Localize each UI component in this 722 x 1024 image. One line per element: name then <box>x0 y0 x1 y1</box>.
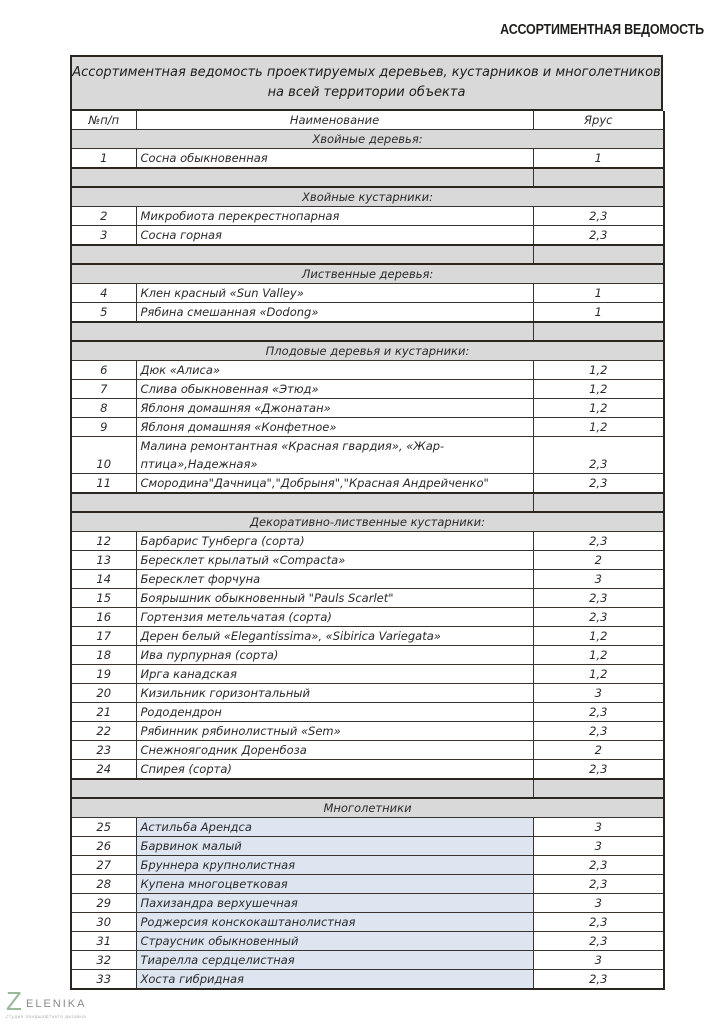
plant-name: Тиарелла сердцелистная <box>136 951 533 970</box>
plant-name: Дерен белый «Elegantissima», «Sibirica Variegata» <box>136 627 533 646</box>
group-title: Декоративно-лиственные кустарники: <box>71 512 664 532</box>
table-row <box>71 818 664 837</box>
plant-tier: 1,2 <box>533 399 664 418</box>
plant-tier: 2,3 <box>533 437 664 474</box>
row-number: 26 <box>71 837 136 856</box>
table-row <box>71 932 664 951</box>
table-row <box>71 722 664 741</box>
plant-tier: 1,2 <box>533 418 664 437</box>
plant-name: Снежноягодник Доренбоза <box>136 741 533 760</box>
plant-tier: 2,3 <box>533 608 664 627</box>
separator-cell <box>533 493 664 512</box>
separator-cell <box>71 245 533 264</box>
group-header-row <box>71 341 664 361</box>
plant-name: Яблоня домашняя «Конфетное» <box>136 418 533 437</box>
row-number: 8 <box>71 399 136 418</box>
table-row <box>71 474 664 494</box>
separator-cell <box>533 245 664 264</box>
plant-tier: 2,3 <box>533 703 664 722</box>
table-row <box>71 837 664 856</box>
table-row <box>71 608 664 627</box>
row-number: 1 <box>71 149 136 169</box>
plant-tier: 3 <box>533 951 664 970</box>
plant-name: Сосна обыкновенная <box>136 149 533 169</box>
plant-tier: 2,3 <box>533 760 664 780</box>
row-number: 10 <box>71 437 136 474</box>
column-header-num: №п/п <box>71 111 136 130</box>
group-title: Многолетники <box>71 798 664 818</box>
table-row <box>71 589 664 608</box>
plant-tier: 1 <box>533 284 664 303</box>
table-row <box>71 703 664 722</box>
plant-name: Клен красный «Sun Valley» <box>136 284 533 303</box>
separator-row <box>71 168 664 187</box>
row-number: 3 <box>71 226 136 246</box>
assortment-sheet <box>70 55 663 990</box>
plant-tier: 2,3 <box>533 589 664 608</box>
separator-cell <box>533 322 664 341</box>
table-row <box>71 303 664 323</box>
plant-name: Бересклет крылатый «Compacta» <box>136 551 533 570</box>
column-header-name: Наименование <box>136 111 533 130</box>
zelenika-logo <box>6 986 116 1020</box>
row-number: 7 <box>71 380 136 399</box>
plant-name: Слива обыкновенная «Этюд» <box>136 380 533 399</box>
plant-name: Гортензия метельчатая (сорта) <box>136 608 533 627</box>
plant-tier: 3 <box>533 837 664 856</box>
plant-tier: 1 <box>533 303 664 323</box>
row-number: 16 <box>71 608 136 627</box>
row-number: 9 <box>71 418 136 437</box>
table-title-line-2: на всей территории объекта <box>267 85 466 100</box>
plant-name: Рябинник рябинолистный «Sem» <box>136 722 533 741</box>
table-row <box>71 226 664 246</box>
logo-text: ELENIKA <box>26 998 87 1010</box>
table-row <box>71 665 664 684</box>
plant-name: Яблоня домашняя «Джонатан» <box>136 399 533 418</box>
table-row <box>71 894 664 913</box>
table-row <box>71 437 664 474</box>
row-number: 33 <box>71 970 136 990</box>
group-title: Хвойные кустарники: <box>71 187 664 207</box>
plant-name: Купена многоцветковая <box>136 875 533 894</box>
plant-name: Рябина смешанная «Dodong» <box>136 303 533 323</box>
table-row <box>71 361 664 380</box>
table-row <box>71 418 664 437</box>
plant-name: Пахизандра верхушечная <box>136 894 533 913</box>
separator-row <box>71 493 664 512</box>
plant-name: Сосна горная <box>136 226 533 246</box>
row-number: 18 <box>71 646 136 665</box>
row-number: 6 <box>71 361 136 380</box>
row-number: 2 <box>71 207 136 226</box>
row-number: 4 <box>71 284 136 303</box>
plant-name: Боярышник обыкновенный "Pauls Scarlet" <box>136 589 533 608</box>
row-number: 22 <box>71 722 136 741</box>
table-row <box>71 149 664 169</box>
group-title: Лиственные деревья: <box>71 264 664 284</box>
plant-tier: 2,3 <box>533 875 664 894</box>
plant-tier: 2,3 <box>533 226 664 246</box>
table-row <box>71 913 664 932</box>
group-title: Хвойные деревья: <box>71 130 664 149</box>
group-header-row <box>71 187 664 207</box>
plant-name: Кизильник горизонтальный <box>136 684 533 703</box>
separator-cell <box>533 168 664 187</box>
table-row <box>71 570 664 589</box>
table-row <box>71 760 664 780</box>
plant-name: Дюк «Алиса» <box>136 361 533 380</box>
plant-tier: 3 <box>533 818 664 837</box>
row-number: 32 <box>71 951 136 970</box>
table-row <box>71 951 664 970</box>
separator-cell <box>71 779 533 798</box>
table-row <box>71 284 664 303</box>
plant-name: Рододендрон <box>136 703 533 722</box>
table-row <box>71 627 664 646</box>
row-number: 5 <box>71 303 136 323</box>
row-number: 24 <box>71 760 136 780</box>
plant-tier: 1,2 <box>533 627 664 646</box>
plant-tier: 1,2 <box>533 361 664 380</box>
row-number: 20 <box>71 684 136 703</box>
plant-tier: 3 <box>533 894 664 913</box>
separator-row <box>71 245 664 264</box>
column-header-tier: Ярус <box>533 111 664 130</box>
table-header-row <box>71 111 664 130</box>
plant-tier: 2,3 <box>533 722 664 741</box>
plant-tier: 1,2 <box>533 665 664 684</box>
logo-mark: Z <box>6 986 22 1016</box>
plant-name: Барвинок малый <box>136 837 533 856</box>
plant-tier: 2,3 <box>533 913 664 932</box>
plant-name: Астильба Арендса <box>136 818 533 837</box>
group-title: Плодовые деревья и кустарники: <box>71 341 664 361</box>
plant-tier: 2 <box>533 551 664 570</box>
row-number: 21 <box>71 703 136 722</box>
row-number: 27 <box>71 856 136 875</box>
separator-cell <box>71 493 533 512</box>
group-header-row <box>71 130 664 149</box>
separator-row <box>71 779 664 798</box>
row-number: 11 <box>71 474 136 494</box>
row-number: 13 <box>71 551 136 570</box>
group-header-row <box>71 798 664 818</box>
table-row <box>71 970 664 990</box>
table-title-line-1: Ассортиментная ведомость проектируемых деревьев, кустарников и многолетников <box>72 65 661 80</box>
plant-tier: 2,3 <box>533 532 664 551</box>
separator-cell <box>533 779 664 798</box>
table-row <box>71 741 664 760</box>
page-heading: АССОРТИМЕНТНАЯ ВЕДОМОСТЬ <box>500 22 704 38</box>
group-header-row <box>71 512 664 532</box>
plant-name: Ива пурпурная (сорта) <box>136 646 533 665</box>
row-number: 29 <box>71 894 136 913</box>
plant-name: Бересклет форчуна <box>136 570 533 589</box>
table-row <box>71 380 664 399</box>
table-row <box>71 646 664 665</box>
row-number: 17 <box>71 627 136 646</box>
row-number: 15 <box>71 589 136 608</box>
table-row <box>71 532 664 551</box>
plant-tier: 2,3 <box>533 932 664 951</box>
table-row <box>71 207 664 226</box>
plant-name: Смородина"Дачница","Добрыня","Красная Андрейченко" <box>136 474 533 494</box>
row-number: 14 <box>71 570 136 589</box>
plant-tier: 2,3 <box>533 856 664 875</box>
plant-tier: 2,3 <box>533 207 664 226</box>
table-row <box>71 875 664 894</box>
row-number: 28 <box>71 875 136 894</box>
row-number: 25 <box>71 818 136 837</box>
plant-tier: 1,2 <box>533 380 664 399</box>
plant-tier: 3 <box>533 684 664 703</box>
row-number: 30 <box>71 913 136 932</box>
plant-tier: 1,2 <box>533 646 664 665</box>
logo-subtitle: студия ландшафтного дизайна <box>6 1014 87 1019</box>
plant-tier: 1 <box>533 149 664 169</box>
separator-cell <box>71 322 533 341</box>
row-number: 12 <box>71 532 136 551</box>
plant-tier: 3 <box>533 570 664 589</box>
table-title <box>70 55 663 111</box>
plant-name: Ирга канадская <box>136 665 533 684</box>
table-row <box>71 684 664 703</box>
separator-cell <box>71 168 533 187</box>
plant-name: Малина ремонтантная «Красная гвардия», «Жар-птица»,Надежная» <box>136 437 533 474</box>
table-row <box>71 856 664 875</box>
plant-name: Барбарис Тунберга (сорта) <box>136 532 533 551</box>
row-number: 31 <box>71 932 136 951</box>
plant-tier: 2,3 <box>533 474 664 494</box>
plant-name: Бруннера крупнолистная <box>136 856 533 875</box>
group-header-row <box>71 264 664 284</box>
separator-row <box>71 322 664 341</box>
assortment-table <box>70 111 665 990</box>
table-row <box>71 399 664 418</box>
plant-tier: 2 <box>533 741 664 760</box>
plant-name: Роджерсия конскокаштанолистная <box>136 913 533 932</box>
plant-name: Страусник обыкновенный <box>136 932 533 951</box>
table-row <box>71 551 664 570</box>
plant-name: Микробиота перекрестнопарная <box>136 207 533 226</box>
plant-tier: 2,3 <box>533 970 664 990</box>
plant-name: Спирея (сорта) <box>136 760 533 780</box>
row-number: 23 <box>71 741 136 760</box>
row-number: 19 <box>71 665 136 684</box>
plant-name: Хоста гибридная <box>136 970 533 990</box>
